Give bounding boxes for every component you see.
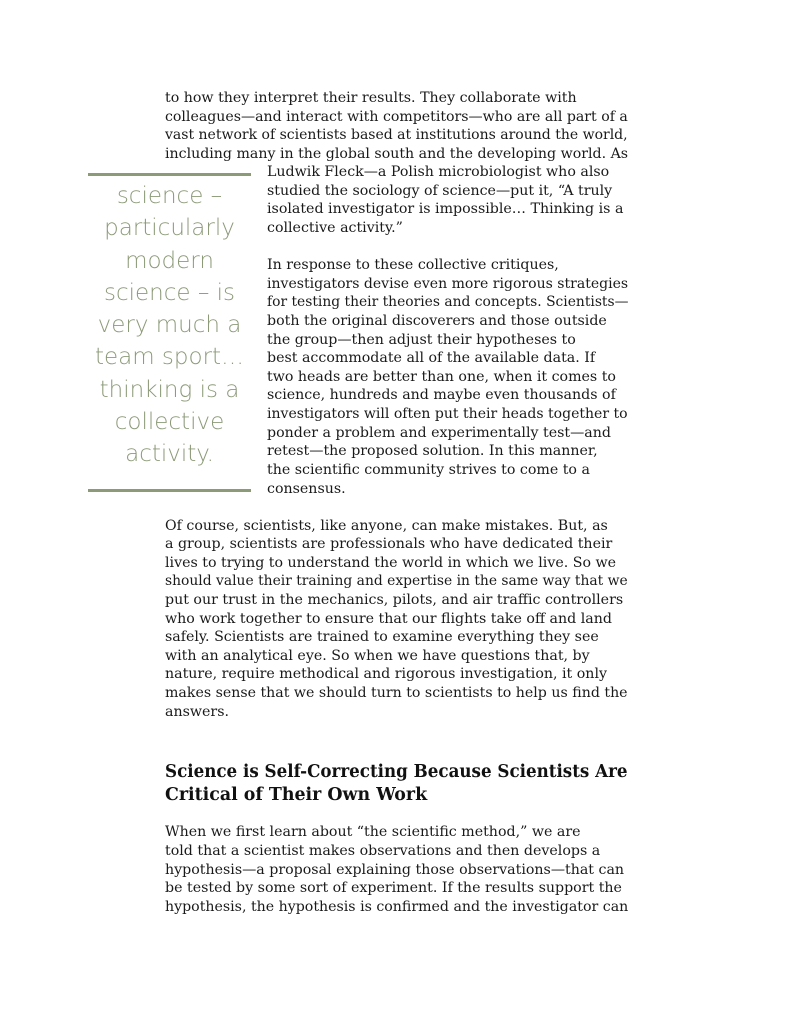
text-line: isolated investigator is impossible… Thinking is a xyxy=(267,201,624,217)
text-line: the group—then adjust their hypotheses to xyxy=(267,332,576,348)
pull-quote-line: science – xyxy=(116,183,223,209)
text-line: Of course, scientists, like anyone, can make mistakes. But, as xyxy=(165,518,608,534)
text-line: investigators devise even more rigorous strategies xyxy=(267,276,629,292)
text-line: Ludwik Fleck—a Polish microbiologist who also xyxy=(267,164,610,180)
text-line: best accommodate all of the available data. If xyxy=(267,350,596,366)
text-line: who work together to ensure that our flights take off and land xyxy=(165,611,612,627)
text-line: for testing their theories and concepts. Scientists— xyxy=(267,294,629,310)
text-line: be tested by some sort of experiment. If the results support the xyxy=(165,880,622,896)
text-line: both the original discoverers and those outside xyxy=(267,313,607,329)
text-line: put our trust in the mechanics, pilots, and air traffic controllers xyxy=(165,592,624,608)
pull-quote-top-rule xyxy=(88,173,251,176)
pull-quote-line: particularly xyxy=(104,215,235,242)
text-line: hypothesis—a proposal explaining those observations—that can xyxy=(165,862,625,878)
text-line: answers. xyxy=(165,704,229,720)
text-line: retest—the proposed solution. In this manner, xyxy=(267,443,598,459)
text-line: hypothesis, the hypothesis is confirmed and the investigator can xyxy=(165,899,629,915)
text-line: a group, scientists are professionals who have dedicated their xyxy=(165,536,613,552)
text-line: told that a scientist makes observations and then develops a xyxy=(165,843,601,859)
pull-quote-line: collective xyxy=(114,409,225,436)
pull-quote-line: very much a xyxy=(97,312,242,339)
pull-quote-line: team sport… xyxy=(94,344,245,371)
text-line: collective activity.” xyxy=(267,220,403,236)
text-line: two heads are better than one, when it comes to xyxy=(267,369,616,385)
text-line: studied the sociology of science—put it, “A truly xyxy=(267,183,613,199)
text-line: When we first learn about “the scientific method,” we are xyxy=(165,824,581,840)
text-line: the scientific community strives to come to a xyxy=(267,462,590,478)
pull-quote-line: science – is xyxy=(103,279,236,306)
pull-quote-line: activity. xyxy=(125,441,214,468)
text-line: In response to these collective critiques, xyxy=(267,257,559,273)
text-line: vast network of scientists based at institutions around the world, xyxy=(165,127,628,143)
text-line: ponder a problem and experimentally test—and xyxy=(267,425,611,441)
text-line: with an analytical eye. So when we have questions that, by xyxy=(165,648,590,664)
text-line: makes sense that we should turn to scientists to help us find the xyxy=(165,685,628,701)
pull-quote-line: modern xyxy=(125,247,214,274)
text-line: to how they interpret their results. They collaborate with xyxy=(165,90,577,106)
text-line: should value their training and expertise in the same way that we xyxy=(165,573,628,589)
heading-line: Science is Self-Correcting Because Scientists Are xyxy=(165,762,628,782)
text-line: nature, require methodical and rigorous investigation, it only xyxy=(165,666,608,682)
text-line: lives to trying to understand the world in which we live. So we xyxy=(165,555,617,571)
text-line: safely. Scientists are trained to examine everything they see xyxy=(165,629,599,645)
text-line: colleagues—and interact with competitors—who are all part of a xyxy=(165,109,628,125)
pull-quote-bottom-rule xyxy=(88,489,251,492)
text-line: including many in the global south and the developing world. As xyxy=(165,146,629,162)
text-line: consensus. xyxy=(267,481,346,497)
text-line: investigators will often put their heads together to xyxy=(267,406,628,422)
pull-quote-line: thinking is a xyxy=(99,376,240,403)
heading-line: Critical of Their Own Work xyxy=(165,785,428,805)
text-line: science, hundreds and maybe even thousands of xyxy=(267,387,616,403)
pull-quote xyxy=(88,180,251,471)
